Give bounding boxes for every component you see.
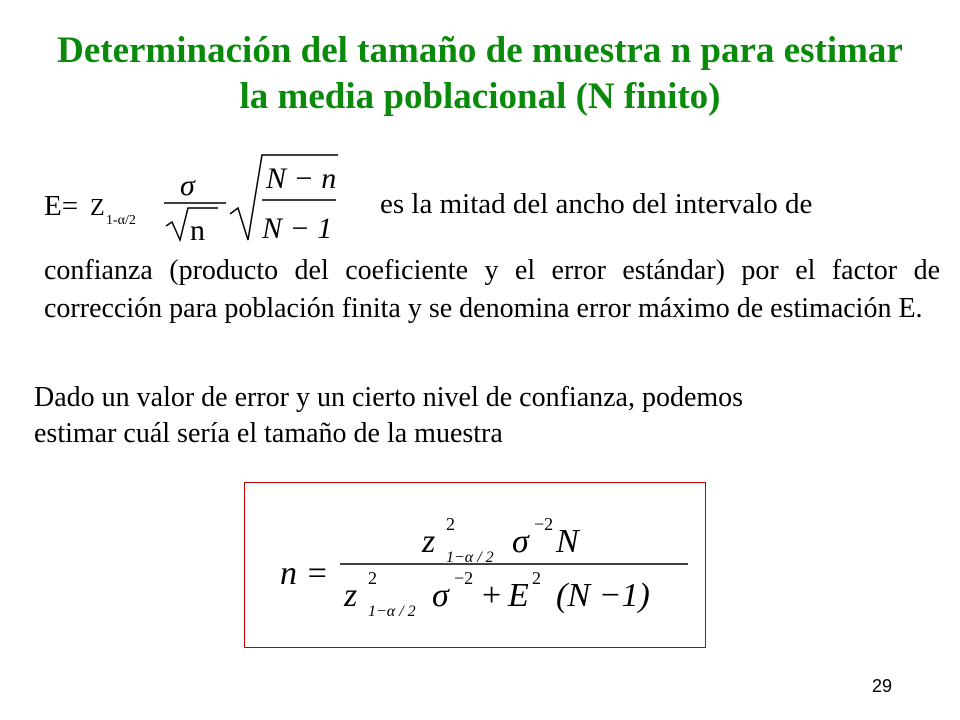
den-sigma-exp: −2 bbox=[454, 568, 474, 588]
paragraph-line-2: estimar cuál sería el tamaño de la muestra bbox=[34, 418, 503, 449]
slide-title: Determinación del tamaño de muestra n para estimar la media poblacional (N finito) bbox=[57, 30, 903, 117]
num-z-sup: 2 bbox=[446, 514, 455, 534]
fraction-denominator: N − 1 bbox=[262, 212, 333, 245]
num-z-sub: 1−α / 2 bbox=[446, 549, 494, 566]
den-paren: (N −1) bbox=[556, 577, 650, 614]
num-z: z bbox=[422, 523, 436, 560]
e-description: es la mitad del ancho del intervalo de bbox=[380, 188, 813, 220]
sqrt-n-value: n bbox=[190, 214, 205, 247]
den-z-sup: 2 bbox=[368, 568, 377, 588]
z-subscript: 1-α/2 bbox=[106, 213, 136, 228]
den-sigma: σ bbox=[432, 577, 449, 614]
page-number: 29 bbox=[872, 676, 893, 696]
num-N: N bbox=[556, 523, 579, 560]
num-sigma-exp: −2 bbox=[534, 514, 554, 534]
den-plus: + bbox=[482, 577, 502, 614]
den-E: E bbox=[508, 577, 529, 614]
num-sigma: σ bbox=[512, 523, 529, 560]
paragraph-definition: confianza (producto del coeficiente y el error estándar) por el factor de corrección para población finita y se denomina error máximo de estimación E. bbox=[44, 255, 940, 324]
fraction-numerator: N − n bbox=[266, 162, 337, 195]
n-equals-label: n = bbox=[280, 555, 329, 592]
den-E-sup: 2 bbox=[532, 568, 541, 588]
z-symbol: Z bbox=[90, 195, 105, 221]
e-equals-label: E= bbox=[44, 190, 79, 222]
paragraph-line-1: Dado un valor de error y un cierto nivel de confianza, podemos bbox=[34, 382, 744, 413]
sigma-symbol: σ bbox=[180, 169, 195, 202]
den-z-sub: 1−α / 2 bbox=[368, 603, 416, 620]
den-z: z bbox=[344, 577, 358, 614]
